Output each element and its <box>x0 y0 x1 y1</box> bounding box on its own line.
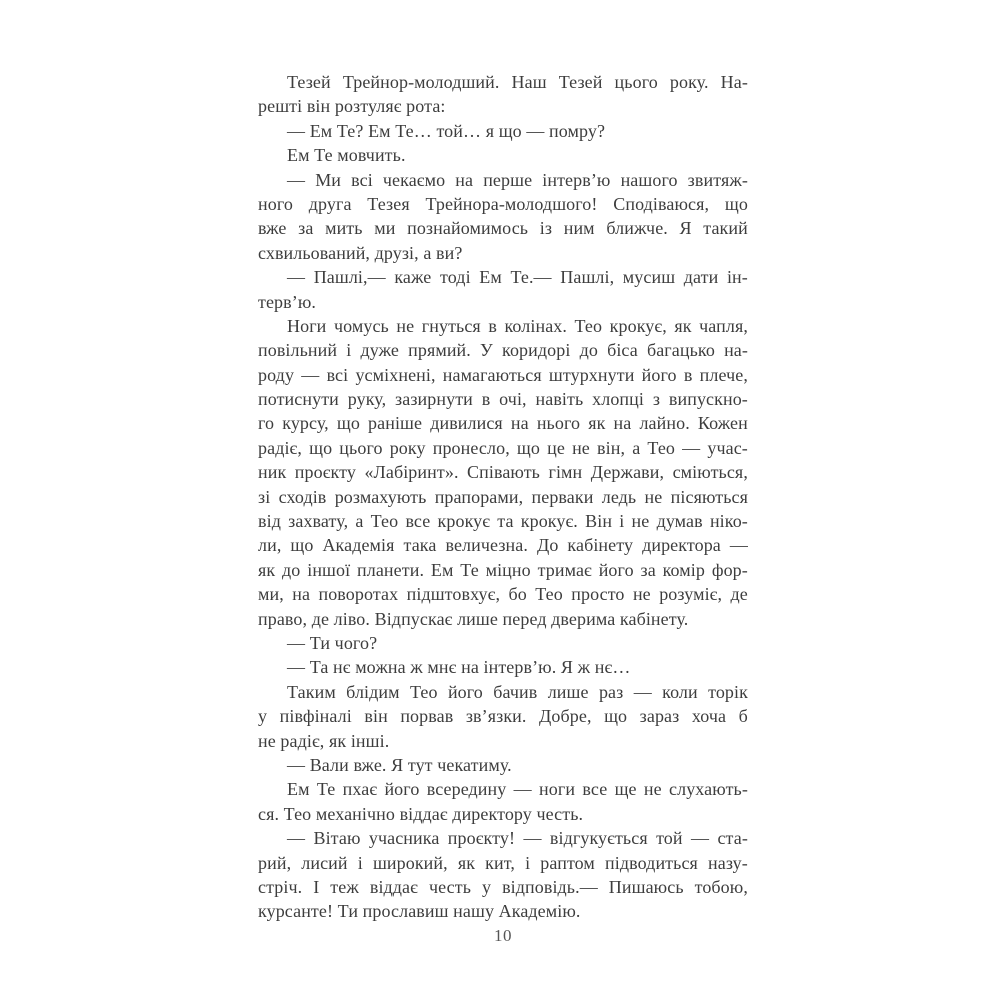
paragraph <box>258 143 748 167</box>
text-line: терв’ю. <box>258 291 316 312</box>
text-line: ли, що Академія така величезна. До кабінету директора — <box>258 535 748 556</box>
text-line: від захвату, а Тео все крокує та крокує. Він і не думав ніко- <box>258 511 748 532</box>
text-line: роду — всі усміхнені, намагаються штурхнути його в плече, <box>258 364 748 385</box>
text-line: ми, на поворотах підштовхує, бо Тео просто не розуміє, де <box>258 584 748 605</box>
text-line: стріч. І теж віддає честь у відповідь.— Пишаюсь тобою, <box>258 876 748 897</box>
text-line: Ем Те мовчить. <box>287 145 406 166</box>
text-line: схвильований, друзі, а ви? <box>258 242 463 263</box>
text-line: — Пашлі,— каже тоді Ем Те.— Пашлі, мусиш дати ін- <box>287 267 748 288</box>
text-line: вже за мить ми познайомимось із ним ближче. Я такий <box>258 218 748 239</box>
text-line: решті він розтуляє рота: <box>258 96 446 117</box>
page-text <box>258 70 748 924</box>
text-line: ся. Тео механічно віддає директору честь. <box>258 803 584 824</box>
text-line: рий, лисий і широкий, як кит, і раптом підводиться назу- <box>258 852 748 873</box>
text-line: — Вали вже. Я тут чекатиму. <box>287 754 512 775</box>
text-line: — Та нє можна ж мнє на інтерв’ю. Я ж нє… <box>287 657 631 678</box>
text-line: ного друга Тезея Трейнора-молодшого! Сподіваюся, що <box>258 193 748 214</box>
paragraph <box>258 314 748 631</box>
text-line: Ем Те пхає його всередину — ноги все ще не слухають- <box>287 779 748 800</box>
paragraph <box>258 753 748 777</box>
text-line: право, де ліво. Відпускає лише перед дверима кабінету. <box>258 608 689 629</box>
text-line: радіє, що цього року пронесло, що це не він, а Тео — учас- <box>258 437 748 458</box>
paragraph <box>258 119 748 143</box>
paragraph <box>258 70 748 119</box>
text-line: Ноги чомусь не гнуться в колінах. Тео крокує, як чапля, <box>287 315 748 336</box>
paragraph <box>258 777 748 826</box>
page-number: 10 <box>494 926 512 945</box>
text-line: ник проєкту «Лабіринт». Співають гімн Держави, сміються, <box>258 462 748 483</box>
text-line: го курсу, що раніше дивилися на нього як на лайно. Кожен <box>258 413 748 434</box>
text-line: — Ем Те? Ем Те… той… я що — помру? <box>287 120 606 141</box>
text-line: повільний і дуже прямий. У коридорі до біса багацько на- <box>258 340 748 361</box>
text-line: — Ми всі чекаємо на перше інтерв’ю нашого звитяж- <box>287 169 748 190</box>
paragraph <box>258 655 748 679</box>
paragraph <box>258 168 748 266</box>
text-line: як до іншої планети. Ем Те міцно тримає його за комір фор- <box>258 559 748 580</box>
text-line: — Вітаю учасника проєкту! — відгукується той — ста- <box>287 828 748 849</box>
text-line: потиснути руку, зазирнути в очі, навіть хлопці з випускно- <box>258 389 748 410</box>
text-line: — Ти чого? <box>287 632 378 653</box>
text-line: у півфіналі він порвав зв’язки. Добре, що зараз хоча б <box>258 706 748 727</box>
text-line: не радіє, як інші. <box>258 730 390 751</box>
text-line: Таким блідим Тео його бачив лише раз — коли торік <box>287 681 748 702</box>
text-line: зі сходів розмахують прапорами, перваки ледь не пісяються <box>258 486 748 507</box>
text-line: Тезей Трейнор-молодший. Наш Тезей цього року. На- <box>287 72 748 92</box>
paragraph <box>258 265 748 314</box>
paragraph <box>258 680 748 753</box>
paragraph <box>258 631 748 655</box>
paragraph <box>258 826 748 924</box>
text-line: курсанте! Ти прославиш нашу Академію. <box>258 901 581 922</box>
